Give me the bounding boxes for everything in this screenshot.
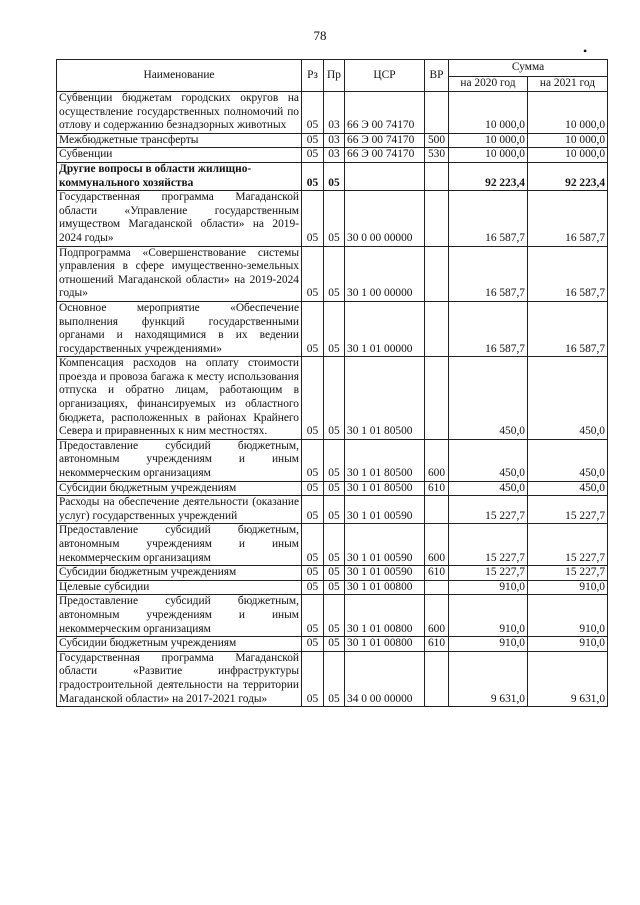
row-sum-2021: 450,0 [528,481,608,496]
table-row [57,191,608,246]
row-pr: 03 [324,148,345,163]
row-csr: 30 1 01 80500 [345,439,425,481]
row-vr [425,357,449,440]
table-row [57,148,608,163]
row-vr [425,496,449,524]
row-name: Предоставление субсидий бюджетным, автономным учреждениям и иным некоммерческим организациям [57,439,302,481]
row-rz: 05 [302,148,324,163]
row-rz: 05 [302,133,324,148]
table-row [57,651,608,706]
row-csr: 30 1 01 00590 [345,496,425,524]
row-rz: 05 [302,637,324,652]
row-sum-2020: 450,0 [449,481,528,496]
row-pr: 05 [324,191,345,246]
row-sum-2020: 16 587,7 [449,301,528,356]
row-sum-2020: 9 631,0 [449,651,528,706]
row-vr: 500 [425,133,449,148]
table-body [57,92,608,707]
row-vr: 610 [425,481,449,496]
row-pr: 05 [324,595,345,637]
row-rz: 05 [302,162,324,190]
row-sum-2020: 16 587,7 [449,191,528,246]
row-vr [425,246,449,301]
row-vr: 600 [425,524,449,566]
row-pr: 05 [324,162,345,190]
row-csr: 30 0 00 00000 [345,191,425,246]
row-sum-2020: 15 227,7 [449,566,528,581]
row-pr: 05 [324,357,345,440]
row-sum-2021: 15 227,7 [528,566,608,581]
row-sum-2021: 10 000,0 [528,133,608,148]
table-row [57,246,608,301]
table-row [57,524,608,566]
table-row [57,301,608,356]
row-pr: 05 [324,481,345,496]
header-vr: ВР [425,60,449,92]
row-sum-2021: 16 587,7 [528,301,608,356]
row-csr: 66 Э 00 74170 [345,92,425,134]
row-name: Субвенции [57,148,302,163]
table-row [57,496,608,524]
row-rz: 05 [302,580,324,595]
row-vr [425,651,449,706]
row-sum-2020: 15 227,7 [449,496,528,524]
row-rz: 05 [302,566,324,581]
header-year-2020: на 2020 год [449,77,528,92]
row-name: Государственная программа Магаданской области «Развитие инфраструктуры градостроительной деятельности на территории Магаданской области» на 2017-2021 годы» [57,651,302,706]
row-vr: 610 [425,566,449,581]
row-sum-2020: 910,0 [449,637,528,652]
row-name: Межбюджетные трансферты [57,133,302,148]
row-csr: 30 1 01 80500 [345,481,425,496]
row-rz: 05 [302,92,324,134]
row-name: Субсидии бюджетным учреждениям [57,481,302,496]
row-sum-2020: 910,0 [449,580,528,595]
table-row [57,162,608,190]
row-name: Подпрограмма «Совершенствование системы управления в сфере имущественно-земельных отношений Магаданской области» на 2019-2024 годы» [57,246,302,301]
table-row [57,92,608,134]
table-row [57,439,608,481]
row-rz: 05 [302,524,324,566]
row-rz: 05 [302,191,324,246]
row-csr: 30 1 01 00000 [345,301,425,356]
header-year-2021: на 2021 год [528,77,608,92]
table-row [57,637,608,652]
row-sum-2021: 10 000,0 [528,148,608,163]
row-rz: 05 [302,496,324,524]
row-name: Предоставление субсидий бюджетным, автономным учреждениям и иным некоммерческим организациям [57,524,302,566]
row-pr: 05 [324,566,345,581]
header-csr: ЦСР [345,60,425,92]
row-pr: 03 [324,133,345,148]
header-sum: Сумма [449,60,608,77]
row-rz: 05 [302,651,324,706]
row-rz: 05 [302,595,324,637]
row-csr: 30 1 01 80500 [345,357,425,440]
row-sum-2021: 910,0 [528,637,608,652]
scan-dot: • [583,44,588,58]
row-name: Субсидии бюджетным учреждениям [57,566,302,581]
row-csr: 30 1 01 00800 [345,580,425,595]
header-name: Наименование [57,60,302,92]
row-csr: 30 1 00 00000 [345,246,425,301]
row-name: Другие вопросы в области жилищно-коммунального хозяйства [57,162,302,190]
row-name: Предоставление субсидий бюджетным, автономным учреждениям и иным некоммерческим организациям [57,595,302,637]
row-rz: 05 [302,439,324,481]
row-vr [425,301,449,356]
row-pr: 05 [324,439,345,481]
row-vr [425,580,449,595]
row-name: Компенсация расходов на оплату стоимости проезда и провоза багажа к месту использования отпуска и обратно лицам, работающим в организациях, финансируемых из областного бюджета, расположенных в районах Крайнего Севера и приравненных к ним местностях. [57,357,302,440]
budget-table [56,59,608,707]
row-sum-2020: 10 000,0 [449,148,528,163]
row-csr: 30 1 01 00590 [345,566,425,581]
row-pr: 05 [324,524,345,566]
row-vr: 610 [425,637,449,652]
row-csr: 34 0 00 00000 [345,651,425,706]
row-pr: 05 [324,580,345,595]
row-name: Субсидии бюджетным учреждениям [57,637,302,652]
row-name: Целевые субсидии [57,580,302,595]
row-sum-2021: 9 631,0 [528,651,608,706]
row-name: Государственная программа Магаданской области «Управление государственным имуществом Магаданской области» на 2019-2024 годы» [57,191,302,246]
table-row [57,595,608,637]
table-row [57,133,608,148]
page-number: 78 [313,28,327,43]
row-pr: 03 [324,92,345,134]
row-pr: 05 [324,246,345,301]
header-pr: Пр [324,60,345,92]
row-vr: 600 [425,595,449,637]
row-vr [425,191,449,246]
row-sum-2021: 16 587,7 [528,191,608,246]
row-name: Расходы на обеспечение деятельности (оказание услуг) государственных учреждений [57,496,302,524]
row-pr: 05 [324,496,345,524]
row-sum-2021: 15 227,7 [528,524,608,566]
row-pr: 05 [324,651,345,706]
row-sum-2020: 450,0 [449,439,528,481]
header-rz: Рз [302,60,324,92]
row-sum-2020: 910,0 [449,595,528,637]
row-name: Субвенции бюджетам городских округов на осуществление государственных полномочий по отлову и содержанию безнадзорных животных [57,92,302,134]
row-sum-2020: 16 587,7 [449,246,528,301]
row-rz: 05 [302,481,324,496]
row-sum-2021: 450,0 [528,357,608,440]
row-vr: 600 [425,439,449,481]
row-sum-2020: 92 223,4 [449,162,528,190]
row-vr: 530 [425,148,449,163]
row-csr: 66 Э 00 74170 [345,133,425,148]
row-rz: 05 [302,246,324,301]
row-rz: 05 [302,357,324,440]
table-row [57,481,608,496]
row-rz: 05 [302,301,324,356]
row-sum-2021: 15 227,7 [528,496,608,524]
row-name: Основное мероприятие «Обеспечение выполнения функций государственными органами и находящимися в их ведении государственных учреждениями» [57,301,302,356]
row-csr: 66 Э 00 74170 [345,148,425,163]
row-pr: 05 [324,637,345,652]
row-pr: 05 [324,301,345,356]
row-sum-2020: 10 000,0 [449,133,528,148]
table-row [57,566,608,581]
row-csr [345,162,425,190]
row-csr: 30 1 01 00800 [345,595,425,637]
row-sum-2021: 92 223,4 [528,162,608,190]
row-sum-2021: 910,0 [528,580,608,595]
row-vr [425,92,449,134]
table-row [57,580,608,595]
row-csr: 30 1 01 00800 [345,637,425,652]
row-sum-2021: 16 587,7 [528,246,608,301]
row-csr: 30 1 01 00590 [345,524,425,566]
row-sum-2021: 10 000,0 [528,92,608,134]
row-sum-2020: 450,0 [449,357,528,440]
row-sum-2020: 15 227,7 [449,524,528,566]
table-row [57,357,608,440]
row-vr [425,162,449,190]
row-sum-2021: 450,0 [528,439,608,481]
row-sum-2021: 910,0 [528,595,608,637]
row-sum-2020: 10 000,0 [449,92,528,134]
